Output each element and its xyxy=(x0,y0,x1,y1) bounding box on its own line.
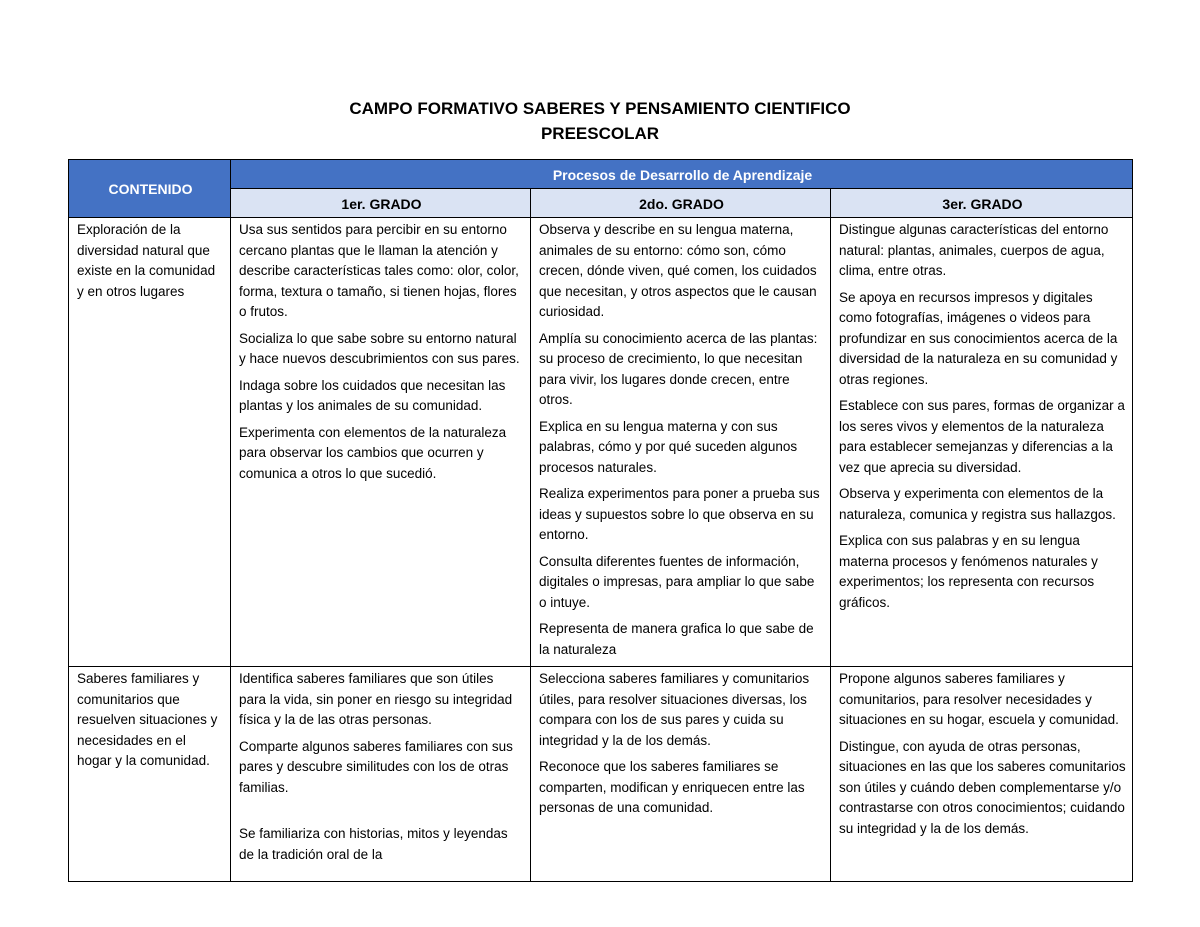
process-item: Realiza experimentos para poner a prueba sus ideas y supuestos sobre lo que observa en su entorno. xyxy=(539,486,820,542)
process-item: Distingue algunas características del entorno natural: plantas, animales, cuerpos de agua, clima, entre otras. xyxy=(839,222,1109,278)
contenido-cell xyxy=(69,667,231,882)
grado3-cell xyxy=(831,667,1133,882)
process-item: Socializa lo que sabe sobre su entorno natural y hace nuevos descubrimientos con sus pares. xyxy=(239,330,520,366)
grade-header-3: 3er. GRADO xyxy=(831,189,1133,218)
contenido-cell xyxy=(69,218,231,667)
process-item: Amplía su conocimiento acerca de las plantas: su proceso de crecimiento, lo que necesitan para vivir, los lugares donde crecen, entre otros. xyxy=(539,330,818,407)
curriculum-table xyxy=(68,159,1133,882)
process-item: Propone algunos saberes familiares y comunitarios, para resolver necesidades y situaciones en su hogar, escuela y comunidad. xyxy=(839,671,1119,727)
grado3-cell xyxy=(831,218,1133,667)
contenido-text: Exploración de la diversidad natural que existe en la comunidad y en otros lugares xyxy=(77,222,216,299)
title-line-2: PREESCOLAR xyxy=(540,124,660,143)
process-item: Comparte algunos saberes familiares con sus pares y descubre similitudes con los de otras familias. xyxy=(239,738,513,795)
process-item: Se familiariza con historias, mitos y leyendas de la tradición oral de la xyxy=(239,826,508,862)
grado1-cell xyxy=(231,667,531,882)
grado1-cell xyxy=(231,218,531,667)
process-item: Selecciona saberes familiares y comunitarios útiles, para resolver situaciones diversas, los compara con los de sus pares y cuida su integridad y la de los demás. xyxy=(539,671,810,748)
process-item: Indaga sobre los cuidados que necesitan las plantas y los animales de su comunidad. xyxy=(239,377,506,413)
process-item: Explica en su lengua materna y con sus palabras, cómo y por qué suceden algunos procesos naturales. xyxy=(539,418,798,475)
process-item: Se apoya en recursos impresos y digitales como fotografías, imágenes o videos para profundizar en sus conocimientos acerca de la diversidad de la naturaleza en su comunidad y otras regiones. xyxy=(839,289,1118,387)
grado2-cell xyxy=(531,218,831,667)
process-item: Reconoce que los saberes familiares se comparten, modifican y enriquecen entre las personas de una comunidad. xyxy=(539,759,805,815)
process-item: Usa sus sentidos para percibir en su entorno cercano plantas que le llaman la atención y describe características tales como: olor, color, forma, textura o tamaño, si tienen hojas, flores o frutos. xyxy=(239,222,519,319)
title-line-1: CAMPO FORMATIVO SABERES Y PENSAMIENTO CIENTIFICO xyxy=(349,99,851,118)
process-item: Consulta diferentes fuentes de información, digitales o impresas, para ampliar lo que sabe o intuye. xyxy=(539,553,815,610)
grade-header-2: 2do. GRADO xyxy=(531,189,831,218)
contenido-header: CONTENIDO xyxy=(69,160,231,218)
document-title xyxy=(0,96,1200,146)
contenido-text: Saberes familiares y comunitarios que resuelven situaciones y necesidades en el hogar y la comunidad. xyxy=(77,671,218,768)
process-item: Establece con sus pares, formas de organizar a los seres vivos y elementos de la naturaleza para establecer semejanzas y diferencias a la vez que aprecia su diversidad. xyxy=(839,398,1125,475)
process-item: Distingue, con ayuda de otras personas, situaciones en las que los saberes comunitarios son útiles y cuándo deben complementarse y/o contrastarse con otros conocimientos; cuidando su integridad y la de los demás. xyxy=(839,738,1126,836)
grado2-cell xyxy=(531,667,831,882)
process-item: Observa y experimenta con elementos de la naturaleza, comunica y registra sus hallazgos. xyxy=(839,486,1116,522)
table-row xyxy=(69,667,1133,882)
process-item: Experimenta con elementos de la naturaleza para observar los cambios que ocurren y comunica a otros lo que sucedió. xyxy=(239,424,507,481)
process-item: Representa de manera grafica lo que sabe de la naturaleza xyxy=(539,621,814,657)
grade-header-1: 1er. GRADO xyxy=(231,189,531,218)
process-item: Identifica saberes familiares que son útiles para la vida, sin poner en riesgo su integridad física y la de las otras personas. xyxy=(239,671,513,727)
blank-gap xyxy=(239,804,524,824)
procesos-header: Procesos de Desarrollo de Aprendizaje xyxy=(231,160,1133,189)
process-item: Explica con sus palabras y en su lengua materna procesos y fenómenos naturales y experimentos; los representa con recursos gráficos. xyxy=(839,533,1098,610)
process-item: Observa y describe en su lengua materna, animales de su entorno: cómo son, cómo crecen, dónde viven, qué comen, los cuidados que necesitan, y otros aspectos que le causan curiosidad. xyxy=(539,222,817,319)
table-row xyxy=(69,218,1133,667)
